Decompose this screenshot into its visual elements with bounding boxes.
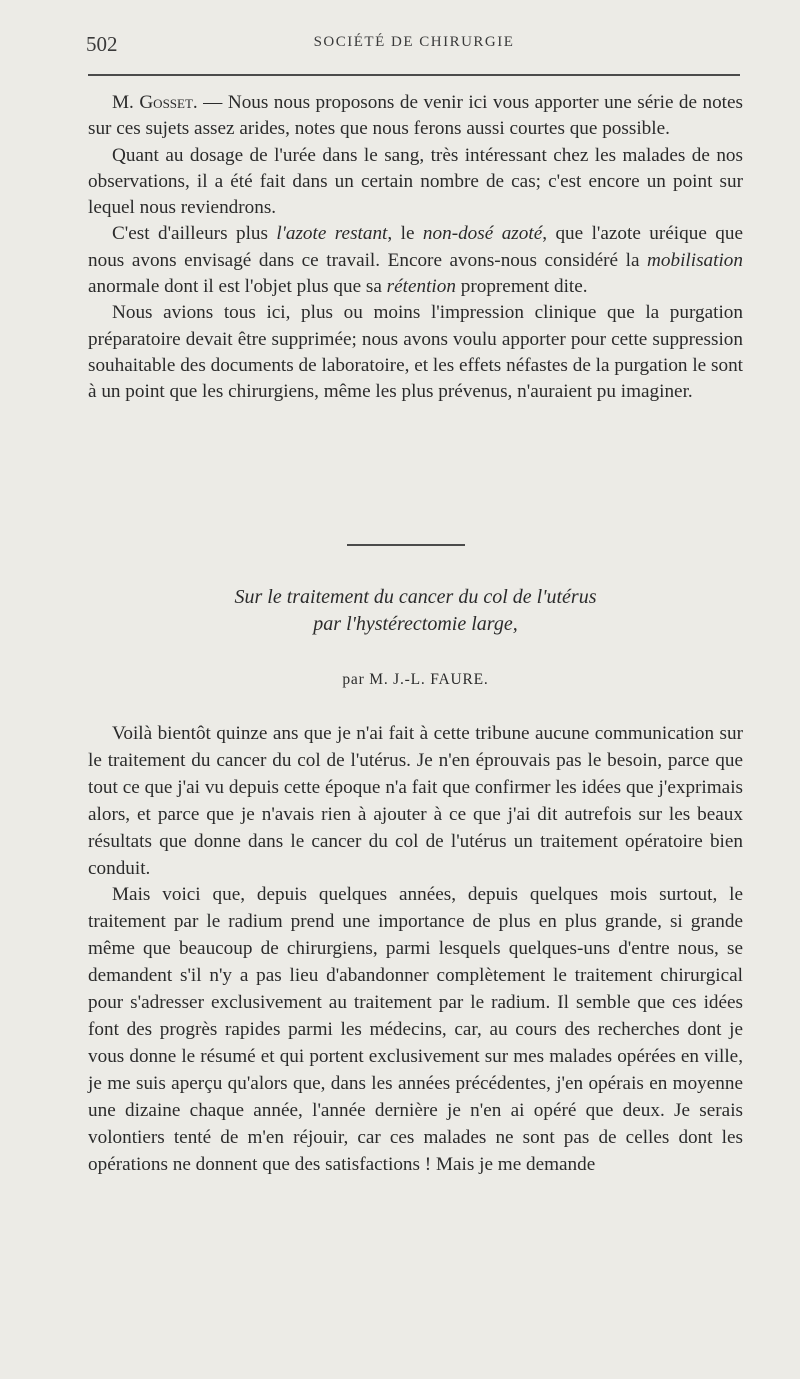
article-byline: par M. J.-L. FAURE. bbox=[342, 671, 489, 688]
page-number: 502 bbox=[86, 32, 118, 56]
running-head bbox=[86, 32, 742, 62]
speaker-name: M. Gosset. bbox=[112, 92, 198, 113]
italic-term: mobilisation bbox=[647, 249, 743, 271]
italic-term: l'azote restant bbox=[276, 223, 388, 245]
text-run: proprement dite. bbox=[455, 276, 588, 298]
paragraph bbox=[88, 221, 743, 300]
paragraph bbox=[88, 90, 743, 143]
header-rule bbox=[88, 74, 740, 76]
text-run: , le bbox=[387, 223, 423, 245]
journal-title: SOCIÉTÉ DE CHIRURGIE bbox=[313, 34, 515, 50]
italic-term: non-dosé azoté bbox=[422, 223, 543, 245]
paragraph: Mais voici que, depuis quelques années, depuis quelques mois surtout, le traitement par le radium prend une importance de plus en plus grande, si grande même que beaucoup de chirurgiens, parmi lesquels quelques-uns d'entre nous, se demandent s'il n'y a pas lieu d'abandonner complètement le traitement chirurgical pour s'adresser exclusivement au traitement par le radium. Il semble que ces idées font des progrès rapides parmi les médecins, car, au cours des recherches dont je vous donne le résumé et qui portent exclusivement sur mes malades opérées en ville, je me suis aperçu qu'alors que, dans les années précédentes, j'en opérais en moyenne une dizaine chaque année, l'année dernière je n'en ai opéré que deux. Je serais volontiers tenté de m'en réjouir, car ces malades ne sont pas de celles dont les opérations ne donnent que des satisfactions ! Mais je me demande bbox=[88, 884, 743, 1175]
article-title-line: Sur le traitement du cancer du col de l'utérus bbox=[234, 586, 597, 608]
paragraph: Nous avions tous ici, plus ou moins l'impression clinique que la purgation préparatoire devait être supprimée; nous avons voulu apporter pour cette suppression souhaitable des documents de laboratoire, et les effets néfastes de la purgation le sont à un point que les chirurgiens, même les plus prévenus, n'auraient pu imaginer. bbox=[88, 302, 743, 403]
text-run: C'est d'ailleurs plus bbox=[112, 223, 277, 245]
text-run: anormale dont il est l'objet plus que sa bbox=[88, 276, 387, 298]
article-body bbox=[88, 721, 743, 1178]
article-title-line: par l'hystérectomie large, bbox=[313, 613, 518, 635]
text-run: , que l'azote uréique que nous avons envisagé dans ce travail. Encore avons-nous considéré la bbox=[88, 223, 743, 271]
section-separator bbox=[347, 544, 465, 546]
paragraph: Voilà bientôt quinze ans que je n'ai fait à cette tribune aucune communication sur le traitement du cancer du col de l'utérus. Je n'en éprouvais pas le besoin, parce que tout ce que j'ai vu depuis cette époque n'a fait que confirmer les idées que j'exprimais alors, et parce que je n'avais rien à ajouter à ce que j'ai dit autrefois sur les beaux résultats que donne dans le cancer du col de l'utérus un traitement opératoire bien conduit. bbox=[88, 723, 743, 879]
paragraph: Quant au dosage de l'urée dans le sang, très intéressant chez les malades de nos observations, il a été fait dans un certain nombre de cas; c'est encore un point sur lequel nous reviendrons. bbox=[88, 144, 743, 219]
gosset-section bbox=[88, 90, 743, 406]
italic-term: rétention bbox=[386, 276, 456, 298]
paragraph-text: — Nous nous proposons de venir ici vous apporter une série de notes sur ces sujets assez arides, notes que nous ferons aussi courtes que possible. bbox=[88, 92, 743, 140]
article-title bbox=[88, 584, 743, 638]
